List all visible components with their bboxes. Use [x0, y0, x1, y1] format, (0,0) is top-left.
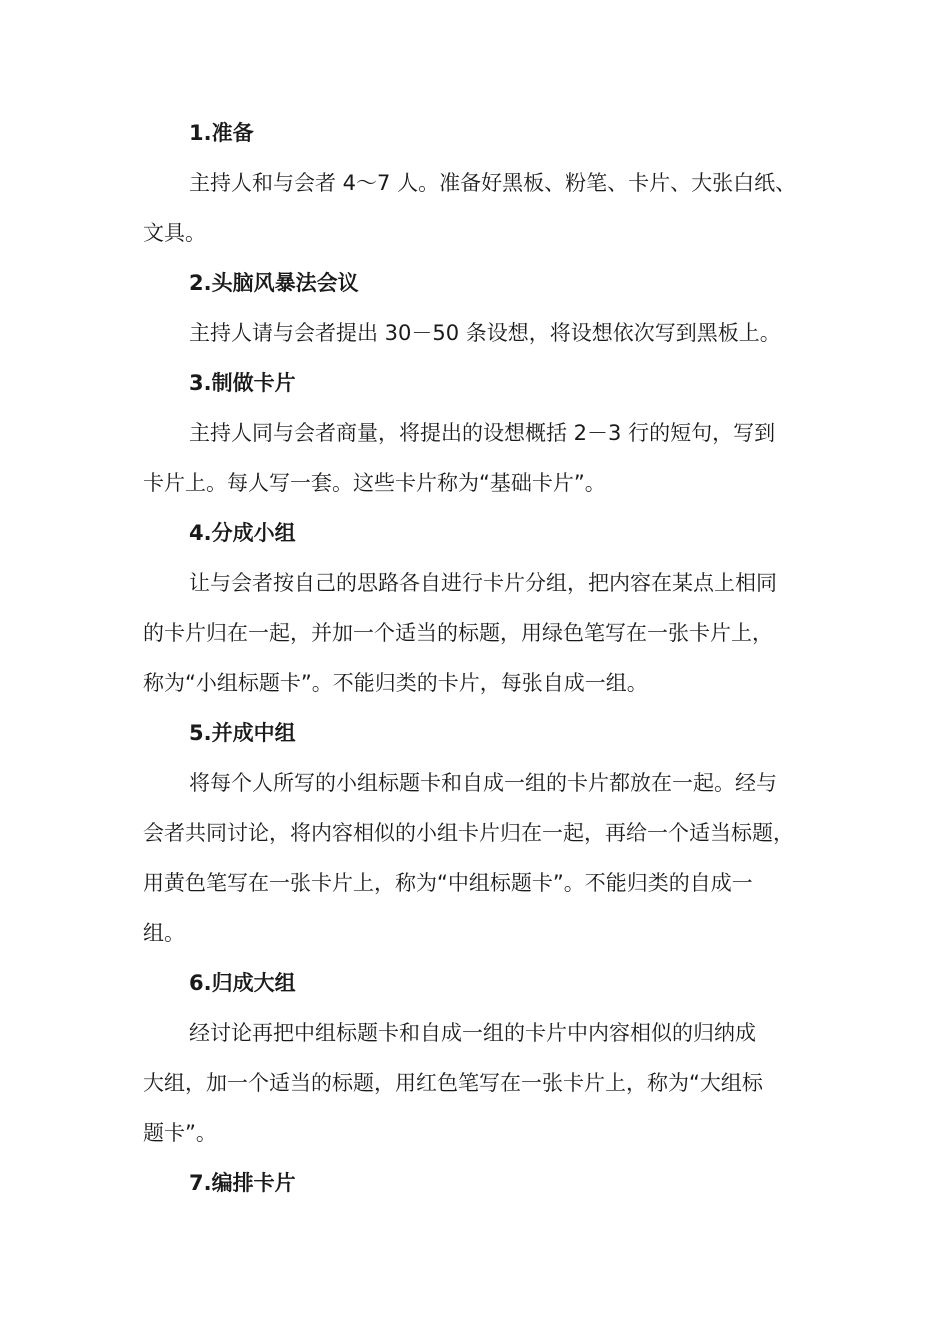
section-3-line-1: 主持人同与会者商量，将提出的设想概括 2－3 行的短句，写到: [189, 421, 776, 445]
section-6-line-2: 大组，加一个适当的标题，用红色笔写在一张卡片上，称为“大组标: [143, 1071, 763, 1095]
section-4-line-2: 的卡片归在一起，并加一个适当的标题，用绿色笔写在一张卡片上，: [143, 621, 773, 645]
section-5-line-2: 会者共同讨论，将内容相似的小组卡片归在一起，再给一个适当标题，: [143, 821, 794, 845]
section-heading-4: 4.分成小组: [189, 521, 296, 545]
section-4-line-1: 让与会者按自己的思路各自进行卡片分组，把内容在某点上相同: [189, 571, 777, 595]
section-6-line-1: 经讨论再把中组标题卡和自成一组的卡片中内容相似的归纳成: [189, 1021, 756, 1045]
document-body: [143, 108, 813, 1208]
section-5-line-3: 用黄色笔写在一张卡片上，称为“中组标题卡”。不能归类的自成一: [143, 871, 753, 895]
section-heading-2: 2.头脑风暴法会议: [189, 271, 359, 295]
section-heading-6: 6.归成大组: [189, 971, 296, 995]
section-heading-5: 5.并成中组: [189, 721, 296, 745]
section-heading-1: 1.准备: [189, 121, 254, 145]
section-heading-3: 3.制做卡片: [189, 371, 296, 395]
section-4-line-3: 称为“小组标题卡”。不能归类的卡片，每张自成一组。: [143, 671, 648, 695]
section-heading-7: 7.编排卡片: [189, 1171, 296, 1195]
section-2-line-1: 主持人请与会者提出 30－50 条设想，将设想依次写到黑板上。: [189, 321, 781, 345]
section-3-line-2: 卡片上。每人写一套。这些卡片称为“基础卡片”。: [143, 471, 606, 495]
section-1-line-1: 主持人和与会者 4～7 人。准备好黑板、粉笔、卡片、大张白纸、: [189, 171, 797, 195]
section-6-line-3: 题卡”。: [143, 1121, 217, 1145]
section-1-line-2: 文具。: [143, 221, 206, 245]
section-5-line-1: 将每个人所写的小组标题卡和自成一组的卡片都放在一起。经与: [189, 771, 777, 795]
section-5-line-4: 组。: [143, 921, 185, 945]
